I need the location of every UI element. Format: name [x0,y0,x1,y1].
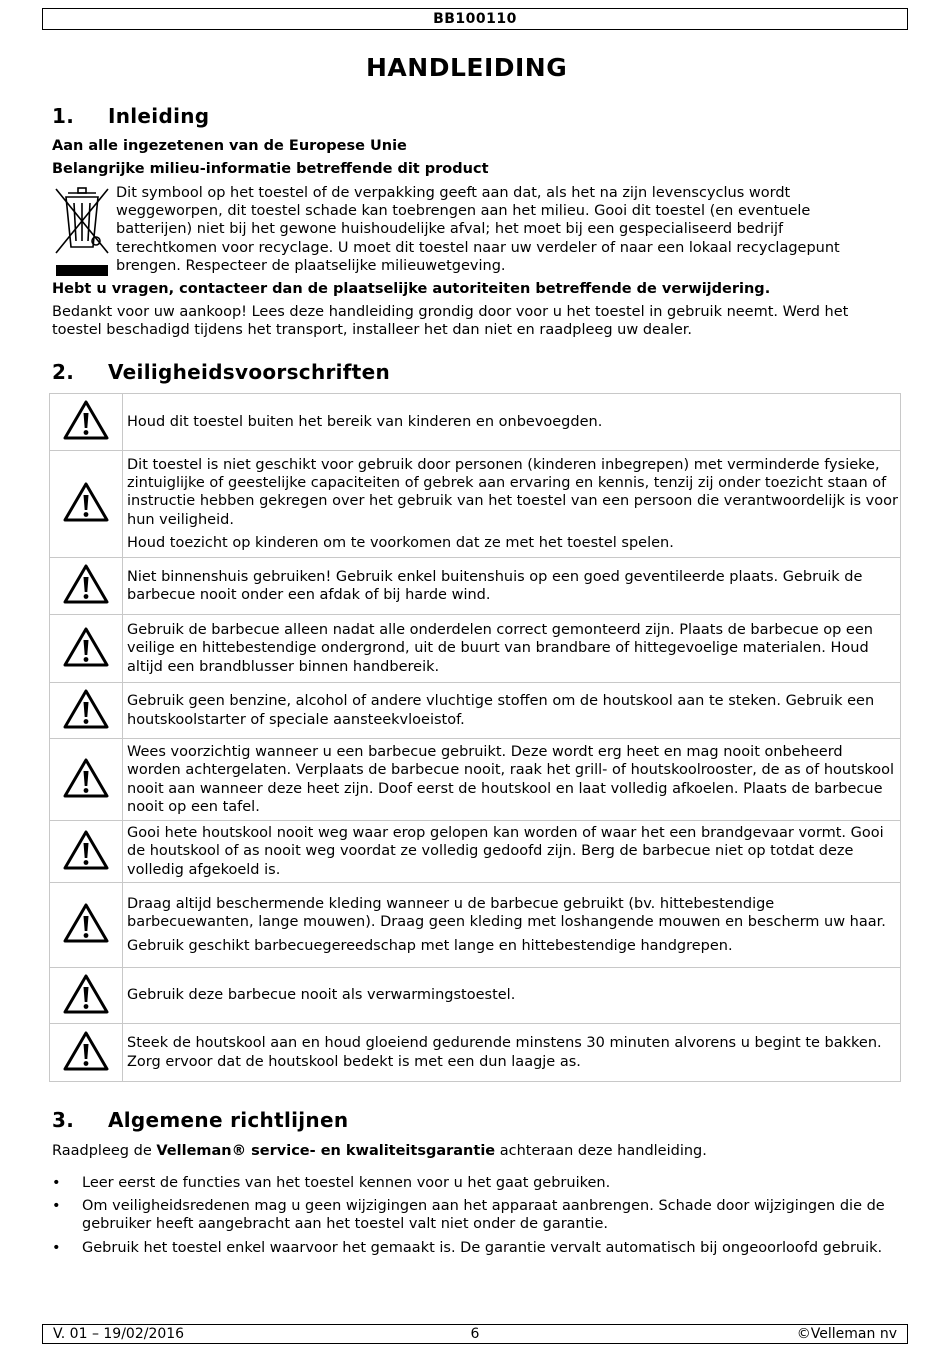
safety-text-cell [123,739,901,821]
warning-triangle-icon [62,399,110,441]
section-number: 3. [52,1108,75,1132]
eu-subheading: Aan alle ingezetenen van de Europese Unie [52,138,407,154]
safety-text: Gebruik geen benzine, alcohol of andere vluchtige stoffen om de houtskool aan te steken. Gebruik een houtskoolstarter of speciale aansteekvloeistof. [127,693,875,728]
safety-text: Niet binnenshuis gebruiken! Gebruik enkel buitenshuis op een goed geventileerde plaats. Gebruik de barbecue nooit onder een afdak of bij harde wind. [127,568,863,603]
icon-cell [50,821,123,883]
list-item [52,1174,892,1192]
header-bar [42,8,908,30]
safety-text-cell [123,683,901,739]
section-number: 1. [52,104,75,128]
safety-text-cell [123,451,901,558]
safety-text: Dit toestel is niet geschikt voor gebruik door personen (kinderen inbegrepen) met verminderde fysieke, zintuiglijke of geestelijke capaciteiten of gebrek aan ervaring en kennis, tenzij zij onder toezicht staan of instructie hebben gekregen over het gebruik van het toestel van een persoon die verantwoordelijk is voor hun veiligheid. [127,456,898,528]
bullet: • [52,1198,61,1215]
warning-triangle-icon [62,902,110,944]
weee-text: Dit symbool op het toestel of de verpakking geeft aan dat, als het na zijn levenscyclus wordt weggeworpen, dit toestel schade kan toebrengen aan het milieu. Gooi dit toestel (en eventuele batterijen) niet bij het gewone huishoudelijke afval; het moet bij een gespecialiseerd bedrijf terechtkomen voor recyclage. U moet dit toestel naar uw verdeler of naar een lokaal recyclagepunt brengen. Respecteer de plaatselijke milieuwetgeving. [116,185,840,274]
warning-triangle-icon [62,688,110,730]
icon-cell [50,968,123,1024]
section-number: 2. [52,360,75,384]
intro-text-end: achteraan deze handleiding. [495,1143,707,1159]
safety-row [50,683,901,739]
warning-triangle-icon [62,757,110,799]
list-item [52,1239,892,1257]
safety-text: Gebruik de barbecue alleen nadat alle onderdelen correct gemonteerd zijn. Plaats de barbecue op een veilige en hittebestendige ondergrond, uit de buurt van brandbare of hittegevoelige materialen. Houd altijd een brandblusser binnen handbereik. [127,622,873,675]
version-label: V. 01 – 19/02/2016 [53,1326,185,1342]
section-1-heading [52,104,209,128]
section-title: Inleiding [108,104,210,128]
icon-cell [50,394,123,451]
safety-row [50,558,901,615]
safety-row [50,1024,901,1082]
safety-text: Gebruik deze barbecue nooit als verwarmingstoestel. [127,987,516,1004]
safety-text: Draag altijd beschermende kleding wanneer u de barbecue gebruikt (bv. hittebestendige barbecuewanten, lange mouwen). Draag geen kleding met loshangende mouwen en bescherm uw haar. [127,896,886,931]
safety-text: Houd dit toestel buiten het bereik van kinderen en onbevoegden. [127,413,603,430]
footer-bar [42,1324,908,1344]
icon-cell [50,615,123,683]
list-item-text: Om veiligheidsredenen mag u geen wijzigingen aan het apparaat aanbrengen. Schade door wijzigingen die de gebruiker heeft aangebracht aan het toestel valt niet onder de garantie. [82,1198,885,1233]
warning-triangle-icon [62,973,110,1015]
weee-crossed-bin-icon [52,185,112,277]
warning-triangle-icon [62,1030,110,1072]
safety-row [50,394,901,451]
contact-note: Hebt u vragen, contacteer dan de plaatselijke autoriteiten betreffende de verwijdering. [52,281,771,297]
safety-row [50,451,901,558]
safety-text-cell [123,1024,901,1082]
safety-text: Steek de houtskool aan en houd gloeiend gedurende minstens 30 minuten alvorens u begint te bakken. Zorg ervoor dat de houtskool bedekt is met een dun laagje as. [127,1035,882,1070]
warranty-name: Velleman® service- en kwaliteitsgarantie [156,1143,496,1159]
intro-text: Raadpleeg de [52,1143,157,1159]
thanks-paragraph: Bedankt voor uw aankoop! Lees deze handleiding grondig door voor u het toestel in gebruik neemt. Werd het toestel beschadigd tijdens het transport, installeer het dan niet en raadpleeg uw dealer. [52,304,849,339]
safety-row [50,821,901,883]
section-title: Veiligheidsvoorschriften [108,360,391,384]
warning-triangle-icon [62,829,110,871]
warning-triangle-icon [62,563,110,605]
icon-cell [50,1024,123,1082]
list-item-text: Gebruik het toestel enkel waarvoor het gemaakt is. De garantie vervalt automatisch bij ongeoorloofd gebruik. [82,1239,883,1256]
safety-text-cell [123,821,901,883]
copyright-label: ©Velleman nv [796,1326,897,1342]
icon-cell [50,558,123,615]
safety-text-extra: Gebruik geschikt barbecuegereedschap met lange en hittebestendige handgrepen. [127,937,733,954]
icon-cell [50,451,123,558]
safety-text-cell [123,968,901,1024]
icon-cell [50,683,123,739]
warranty-intro [52,1142,892,1160]
environment-subheading: Belangrijke milieu-informatie betreffende dit product [52,161,489,177]
safety-row [50,883,901,968]
section-3-heading [52,1108,348,1132]
safety-text: Gooi hete houtskool nooit weg waar erop gelopen kan worden of waar het een brandgevaar vormt. Gooi de houtskool of as nooit weg voordat ze volledig gedoofd zijn. Berg de barbecue niet op totdat deze volledig afgekoeld is. [127,825,884,878]
warning-triangle-icon [62,481,110,523]
bullet: • [52,1239,61,1256]
safety-text-cell [123,615,901,683]
icon-cell [50,883,123,968]
section-2-heading [52,360,390,384]
product-code: BB100110 [433,11,517,27]
safety-text-cell [123,394,901,451]
warning-triangle-icon [62,626,110,668]
page-number: 6 [470,1326,480,1342]
safety-row [50,968,901,1024]
safety-row [50,739,901,821]
list-item [52,1197,892,1233]
safety-text-cell [123,883,901,968]
bullet: • [52,1175,61,1191]
safety-text-extra: Houd toezicht op kinderen om te voorkomen dat ze met het toestel spelen. [127,534,674,551]
section-title: Algemene richtlijnen [108,1108,349,1132]
safety-row [50,615,901,683]
icon-cell [50,739,123,821]
guidelines-list [52,1174,892,1262]
document-title: HANDLEIDING [366,53,568,82]
list-item-text: Leer eerst de functies van het toestel kennen voor u het gaat gebruiken. [82,1175,611,1191]
safety-text-cell [123,558,901,615]
safety-text: Wees voorzichtig wanneer u een barbecue gebruikt. Deze wordt erg heet en mag nooit onbeheerd worden achtergelaten. Verplaats de barbecue nooit, raak het grill- of houtskoolrooster, de as of houtskool nooit aan wanneer deze heet zijn. Doof eerst de houtskool en laat volledig afkoelen. Plaats de barbecue nooit op een tafel. [127,744,894,815]
safety-table [49,393,901,1082]
